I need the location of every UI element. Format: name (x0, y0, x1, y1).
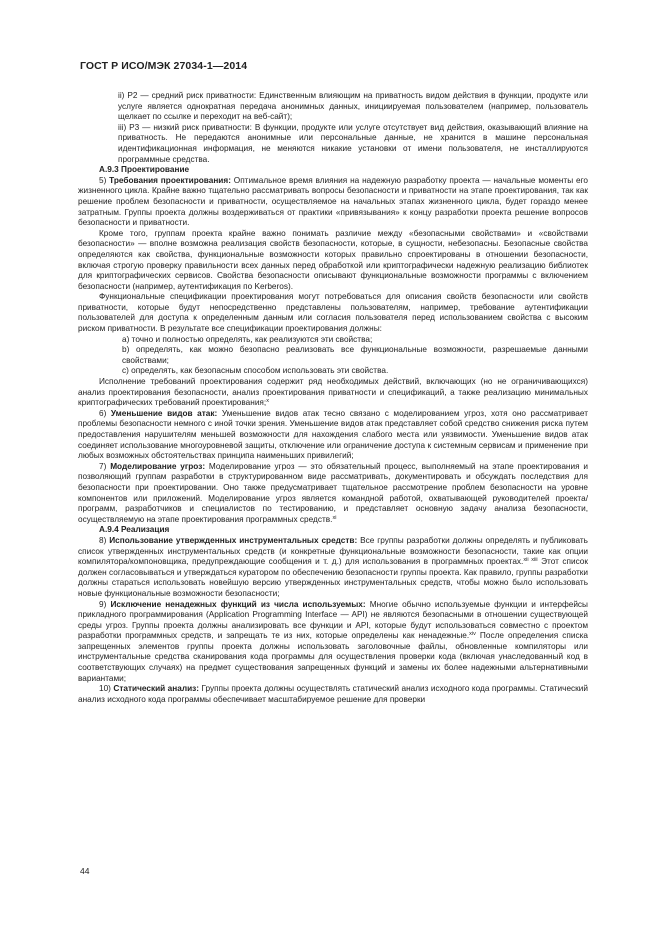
paragraph (78, 345, 588, 366)
text-run: Группы проекта должны осуществлять статический анализ исходного кода программы. Статический анализ исходного кода программы обеспечивает масштабируемое решение для проверки (78, 684, 588, 704)
footnote-ref: xi (332, 514, 337, 521)
paragraph (78, 377, 588, 409)
footnote-ref: x (266, 398, 269, 405)
text-run: Все группы разработки должны определять и публиковать список утвержденных инструментальных средств (и конкретные функциональные возможности безопасности, такие как опции компилятора/компоновщика, предупреждающие сообщения и т. д.) для использования в программных проектах. (78, 535, 588, 567)
text-run: Функциональные спецификации проектирования могут потребоваться для описания свойств безопасности или свойств приватности, которые будут непосредственно представлены пользователям, например, требование аутентификации пользователей для доступа к определенным данным или согласия пользователя перед использованием свойства с высоким риском приватности. В результате все спецификации проектирования должны: (78, 292, 588, 334)
section-heading (78, 525, 588, 536)
text-run: Моделирование угроз — это обязательный процесс, выполняемый на этапе проектирования и позволяющий группам разработки в структурированном виде рассматривать, документировать и обсуждать последствия для безопасности при проектировании. Оно также предусматривает тщательное рассмотрение проблем безопасности на уровне компонентов или приложений. Моделирование угроз является командной работой, охватывающей руководителей проекта/программ, разработчиков и специалистов по тестированию, и представляет основную задачу анализа безопасности, осуществляемую на этапе проектирования программных средств. (78, 461, 588, 524)
text-run: Исполнение требований проектирования содержит ряд необходимых действий, включающих (но не ограничивающихся) анализ проектирования безопасности, анализ проектирования приватности и спецификаций, а также реализацию минимальных криптографических требований проектирования; (78, 377, 588, 408)
paragraph (78, 176, 588, 229)
text-run: a) точно и полностью определять, как реализуются эти свойства; (122, 334, 373, 344)
text-run: 10) (99, 684, 114, 694)
text-run: 6) (99, 408, 111, 418)
text-run: А.9.3 Проектирование (99, 165, 190, 175)
footnote-ref: xiv (469, 631, 476, 638)
paragraph (78, 229, 588, 293)
bold-term: Статический анализ: (113, 684, 199, 694)
bold-term: Использование утвержденных инструментальных средств: (109, 535, 358, 545)
paragraph (78, 335, 588, 346)
paragraph (78, 292, 588, 334)
paragraph (78, 600, 588, 685)
text-run: 5) (99, 175, 110, 185)
text-run: 7) (99, 461, 111, 471)
bold-term: Моделирование угроз: (110, 461, 206, 471)
footnote-ref: xii xiii (523, 557, 538, 564)
bold-term: Уменьшение видов атак: (110, 408, 218, 418)
text-run: Уменьшение видов атак тесно связано с моделированием угроз, хотя оно рассматривает проблемы безопасности немного с иной точки зрения. Уменьшение видов атак представляет собой средство снижения риска путем предоставления нарушителям меньшей возможности для нахождения слабого места или уязвимости. Уменьшение видов атак соединяет использование многоуровневой защиты, отключение или ограничение доступа к системным сервисам и применение при любых возможных обстоятельствах принципа наименьших привилегий; (78, 408, 588, 461)
text-run: ii) P2 — средний риск приватности: Единственным влияющим на приватность видом действия в функции, продукте или услуге является однократная передача анонимных данных, инициируемая пользователем (например, пользователь щелкает по ссылке и переходит на веб-сайт); (118, 91, 588, 122)
text-run: Оптимальное время влияния на надежную разработку проекта — начальные моменты его жизненного цикла. Крайне важно тщательно рассматривать вопросы безопасности и приватности на этапе проектирования, так как решение проблем безопасности и приватности, осуществляемое на начальных этапах жизненного цикла, будет гораздо менее затратным. Группы проекта должны воздерживаться от практики «привязывания» к концу разработки проекта решение вопросов безопасности и приватности. (78, 175, 588, 228)
paragraph (78, 91, 588, 123)
section-heading (78, 165, 588, 176)
document-body (78, 91, 588, 705)
bold-term: Исключение ненадежных функций из числа используемых: (110, 599, 366, 609)
document-header: ГОСТ Р ИСО/МЭК 27034-1—2014 (80, 60, 248, 72)
text-run: А.9.4 Реализация (99, 525, 170, 535)
text-run: b) определять, как можно безопасно реализовать все функциональные возможности, разрешаемые данными свойствами; (122, 345, 588, 365)
text-run: iii) P3 — низкий риск приватности: В функции, продукте или услуге отсутствует вид действия, оказывающий влияние на приватность. Не передаются анонимные или персональные данные, не хранится в машине персональная идентификационная информация, не меняются никакие установки от имени пользователя, не инсталлируются программные средства. (118, 122, 588, 164)
text-run: Многие обычно используемые функции и интерфейсы прикладного программирования (Application Programming Interface — API) не являются безопасными в отношении существующей среды угроз. Группы проекта должны анализировать все функции и API, которые будут использоваться совместно с проектом разработки программных средств, и запрещать те из них, которые определены как ненадежные. (78, 599, 588, 641)
bold-term: Требования проектирования: (109, 175, 231, 185)
paragraph (78, 409, 588, 462)
page-number: 44 (80, 866, 90, 876)
text-run: c) определять, как безопасным способом использовать эти свойства. (122, 366, 389, 376)
text-run: 9) (99, 599, 111, 609)
paragraph (78, 123, 588, 165)
text-run: Кроме того, группам проекта крайне важно понимать различие между «безопасными свойствами» и «свойствами безопасности» — вполне возможна реализация свойств безопасности, которые, в сущности, небезопасны. Безопасные свойства определяются как свойства, функциональные возможности которых правильно спроектированы в отношении безопасности, включая строгую проверку правильности всех данных перед обработкой или криптографически надежную реализацию библиотек для криптографических сервисов. Свойства безопасности описывают функциональные возможности программы с включением безопасности (например, аутентификация по Kerberos). (78, 228, 588, 291)
text-run: 8) (99, 535, 110, 545)
text-run: Этот список должен согласовываться и утверждаться куратором по обеспечению безопасности группы проекта. Как правило, группы разработки должны стараться использовать новейшую версию утвержденных инструментальных средств, чтобы можно было использовать новые функциональные возможности безопасности; (78, 557, 588, 598)
text-run: После определения списка запрещенных элементов группы проекта должны использовать заголовочные файлы, обновленные компиляторы или инструментальные средства сканирования кода программы для осуществления проверки кода (включая унаследованный код в соответствующих случаях) на предмет существования запрещенных функций и замены их более надежными альтернативными вариантами; (78, 631, 588, 683)
paragraph (78, 536, 588, 600)
paragraph (78, 684, 588, 705)
paragraph (78, 462, 588, 526)
paragraph (78, 366, 588, 377)
